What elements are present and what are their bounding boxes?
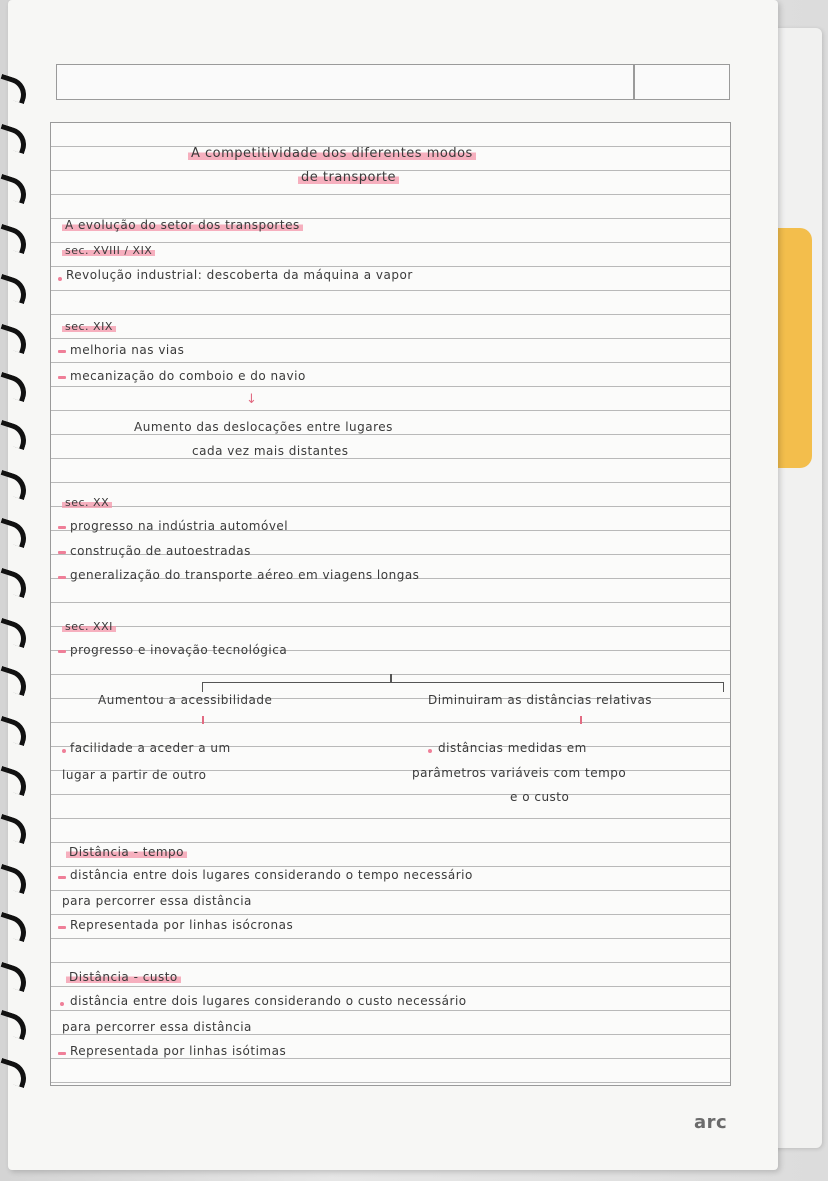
bullet-icon bbox=[58, 876, 66, 879]
ring-icon bbox=[0, 618, 31, 648]
bullet-icon bbox=[58, 576, 66, 579]
distancias-line1: distâncias medidas em bbox=[438, 741, 587, 755]
bullet-icon bbox=[60, 1002, 64, 1006]
title-line2-text: de transporte bbox=[298, 170, 399, 185]
ring-icon bbox=[0, 716, 31, 746]
sec19-text: sec. XIX bbox=[62, 320, 116, 333]
bullet-icon bbox=[58, 551, 66, 554]
arrow-down-icon: ↓ bbox=[246, 392, 257, 407]
bullet-icon bbox=[62, 749, 66, 753]
lined-area bbox=[50, 122, 731, 1086]
sec18-19-text: sec. XVIII / XIX bbox=[62, 244, 155, 257]
bullet-icon bbox=[58, 650, 66, 653]
sec21-label bbox=[62, 620, 116, 633]
distancias-line3: e o custo bbox=[510, 790, 570, 804]
section3-heading bbox=[66, 970, 181, 984]
ring-icon bbox=[0, 766, 31, 796]
ring-icon bbox=[0, 224, 31, 254]
header-cell-divider bbox=[633, 65, 635, 99]
revolucao-text: Revolução industrial: descoberta da máquina a vapor bbox=[66, 268, 413, 282]
bullet-icon bbox=[428, 749, 432, 753]
sec21-text: sec. XXI bbox=[62, 620, 116, 633]
construcao-text: construção de autoestradas bbox=[70, 544, 251, 558]
arrow-tick-icon bbox=[202, 716, 204, 724]
diminuiram-text: Diminuiram as distâncias relativas bbox=[428, 693, 653, 707]
ring-icon bbox=[0, 962, 31, 992]
progresso21-text: progresso e inovação tecnológica bbox=[70, 643, 288, 657]
section3-line1: distância entre dois lugares considerando o custo necessário bbox=[70, 994, 467, 1008]
melhoria-text: melhoria nas vias bbox=[70, 343, 185, 357]
aumentou-text: Aumentou a acessibilidade bbox=[98, 693, 273, 707]
section2-heading bbox=[66, 845, 187, 859]
ring-icon bbox=[0, 1010, 31, 1040]
section3-line2: para percorrer essa distância bbox=[62, 1020, 252, 1034]
sec20-label bbox=[62, 496, 112, 509]
bullet-icon bbox=[58, 526, 66, 529]
ring-icon bbox=[0, 174, 31, 204]
ring-icon bbox=[0, 864, 31, 894]
section3-heading-text: Distância - custo bbox=[66, 970, 181, 984]
section2-line2: para percorrer essa distância bbox=[62, 894, 252, 908]
ring-icon bbox=[0, 324, 31, 354]
arrow-tick-icon bbox=[580, 716, 582, 724]
bullet-icon bbox=[58, 926, 66, 929]
bullet-icon bbox=[58, 277, 62, 281]
sec19-label bbox=[62, 320, 116, 333]
section2-line1: distância entre dois lugares considerando o tempo necessário bbox=[70, 868, 473, 882]
aumento-line1: Aumento das deslocações entre lugares bbox=[134, 420, 393, 434]
page-title-line1 bbox=[188, 146, 476, 161]
split-bracket-stem bbox=[390, 674, 392, 683]
ring-icon bbox=[0, 912, 31, 942]
section2-line3: Representada por linhas isócronas bbox=[70, 918, 294, 932]
ring-icon bbox=[0, 274, 31, 304]
page-title-line2 bbox=[298, 170, 399, 185]
section2-heading-text: Distância - tempo bbox=[66, 845, 187, 859]
ring-icon bbox=[0, 74, 31, 104]
bullet-icon bbox=[58, 1052, 66, 1055]
facilidade-line1: facilidade a aceder a um bbox=[70, 741, 231, 755]
ring-icon bbox=[0, 814, 31, 844]
aumento-line2: cada vez mais distantes bbox=[192, 444, 349, 458]
header-box bbox=[56, 64, 730, 100]
generalizacao-text: generalização do transporte aéreo em viagens longas bbox=[70, 568, 420, 582]
ring-icon bbox=[0, 1058, 31, 1088]
sec20-text: sec. XX bbox=[62, 496, 112, 509]
ring-icon bbox=[0, 568, 31, 598]
bullet-icon bbox=[58, 350, 66, 353]
ring-icon bbox=[0, 372, 31, 402]
ring-icon bbox=[0, 518, 31, 548]
section1-heading-text: A evolução do setor dos transportes bbox=[62, 218, 303, 232]
title-line1-text: A competitividade dos diferentes modos bbox=[188, 146, 476, 161]
ring-icon bbox=[0, 420, 31, 450]
facilidade-line2: lugar a partir de outro bbox=[62, 768, 207, 782]
bullet-icon bbox=[58, 376, 66, 379]
section1-heading bbox=[62, 218, 303, 232]
ring-icon bbox=[0, 124, 31, 154]
progresso20-text: progresso na indústria automóvel bbox=[70, 519, 289, 533]
split-bracket bbox=[202, 682, 724, 692]
sec18-19-label bbox=[62, 244, 155, 257]
binder-rings bbox=[0, 0, 40, 1181]
section3-line3: Representada por linhas isótimas bbox=[70, 1044, 287, 1058]
distancias-line2: parâmetros variáveis com tempo bbox=[412, 766, 627, 780]
brand-logo: arc bbox=[694, 1112, 728, 1133]
ring-icon bbox=[0, 470, 31, 500]
ring-icon bbox=[0, 666, 31, 696]
mecanizacao-text: mecanização do comboio e do navio bbox=[70, 369, 306, 383]
